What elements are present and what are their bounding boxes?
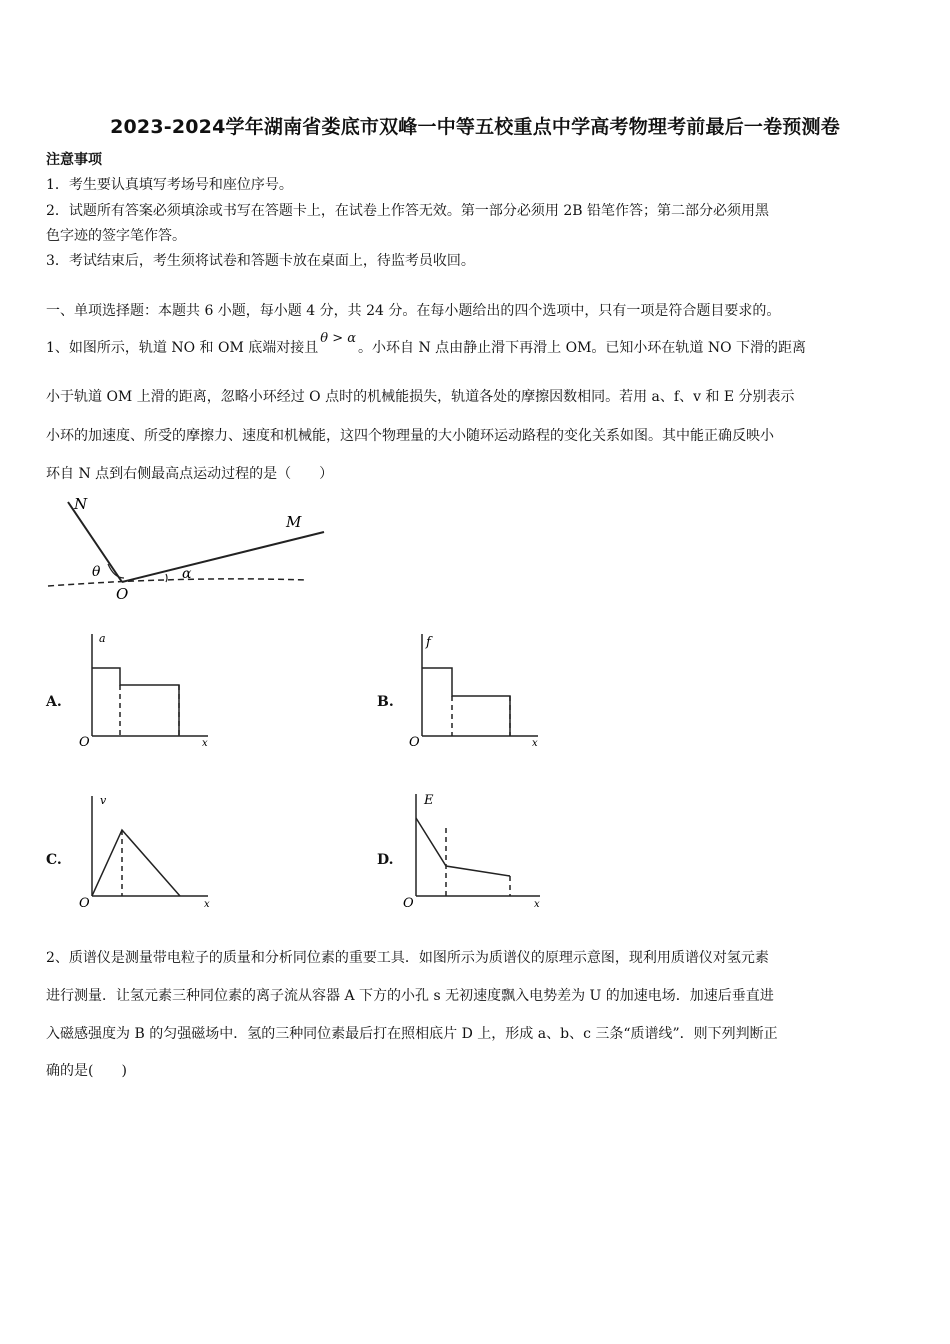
label-M: M	[286, 513, 302, 531]
label-alpha: α	[182, 566, 192, 582]
question-2-line-4: 确的是( )	[46, 1063, 127, 1079]
notice-item: 色字迹的签字笔作答。	[46, 228, 186, 244]
page-title: 2023-2024学年湖南省娄底市双峰一中等五校重点中学高考物理考前最后一卷预测卷	[110, 116, 840, 138]
option-a-label: A.	[46, 694, 62, 710]
option-b-label: B.	[377, 694, 394, 710]
origin-label: O	[79, 896, 90, 911]
question-2-line-3: 入磁感强度为 B 的匀强磁场中．氢的三种同位素最后打在照相底片 D 上，形成 a、b、c 三条“质谱线”．则下列判断正	[46, 1026, 778, 1042]
option-b-graph	[406, 628, 546, 750]
x-axis-label: x	[532, 738, 538, 749]
notice-item: 1．考生要认真填写考场号和座位序号。	[46, 177, 293, 193]
a-curve	[92, 668, 179, 736]
y-axis-label: v	[100, 794, 107, 807]
origin-label: O	[79, 735, 90, 750]
origin-label: O	[409, 735, 420, 750]
E-curve	[416, 818, 510, 876]
x-axis-label: x	[202, 738, 208, 749]
v-curve	[92, 830, 180, 896]
f-curve	[422, 668, 510, 736]
option-d-graph	[400, 788, 550, 912]
y-axis-label: E	[424, 793, 434, 808]
x-axis-label: x	[534, 899, 540, 910]
q1-formula: θ > α	[320, 331, 357, 346]
x-axis-label: x	[204, 899, 210, 910]
question-1-line-3: 小环的加速度、所受的摩擦力、速度和机械能，这四个物理量的大小随环运动路程的变化关系如图。其中能正确反映小	[46, 428, 774, 444]
option-c-label: C.	[46, 852, 62, 868]
question-2-line-1: 2、质谱仪是测量带电粒子的质量和分析同位素的重要工具．如图所示为质谱仪的原理示意图，现利用质谱仪对氢元素	[46, 950, 769, 966]
label-N: N	[74, 495, 88, 513]
option-d-label: D.	[377, 852, 394, 868]
section-heading: 一、单项选择题：本题共 6 小题，每小题 4 分，共 24 分。在每小题给出的四个选项中，只有一项是符合题目要求的。	[46, 303, 781, 319]
origin-label: O	[403, 896, 414, 911]
question-2-line-2: 进行测量．让氢元素三种同位素的离子流从容器 A 下方的小孔 s 无初速度飘入电势差为 U 的加速电场．加速后垂直进	[46, 988, 774, 1004]
q1-text-a: 1、如图所示，轨道 NO 和 OM 底端对接且	[46, 340, 319, 356]
q1-text-b: 。小环自 N 点由静止滑下再滑上 OM。已知小环在轨道 NO 下滑的距离	[358, 340, 807, 356]
ground-dashed-line	[48, 579, 306, 586]
option-a-graph	[76, 628, 216, 750]
notice-item: 3．考试结束后，考生须将试卷和答题卡放在桌面上，待监考员收回。	[46, 253, 475, 269]
track-OM	[122, 532, 324, 582]
question-1-line-1	[46, 331, 807, 359]
option-c-graph	[76, 790, 216, 912]
question-1-line-2: 小于轨道 OM 上滑的距离，忽略小环经过 O 点时的机械能损失，轨道各处的摩擦因数相同。若用 a、f、v 和 E 分别表示	[46, 389, 795, 405]
track-figure	[44, 494, 334, 604]
label-O: O	[116, 585, 129, 603]
y-axis-label: f	[426, 635, 431, 650]
notice-heading: 注意事项	[46, 152, 102, 168]
alpha-arc	[166, 574, 167, 582]
notice-item: 2．试题所有答案必须填涂或书写在答题卡上，在试卷上作答无效。第一部分必须用 2B 铅笔作答；第二部分必须用黑	[46, 203, 769, 219]
y-axis-label: a	[99, 632, 106, 645]
label-theta: θ	[92, 564, 101, 580]
question-1-line-4: 环自 N 点到右侧最高点运动过程的是（ ）	[46, 466, 334, 482]
